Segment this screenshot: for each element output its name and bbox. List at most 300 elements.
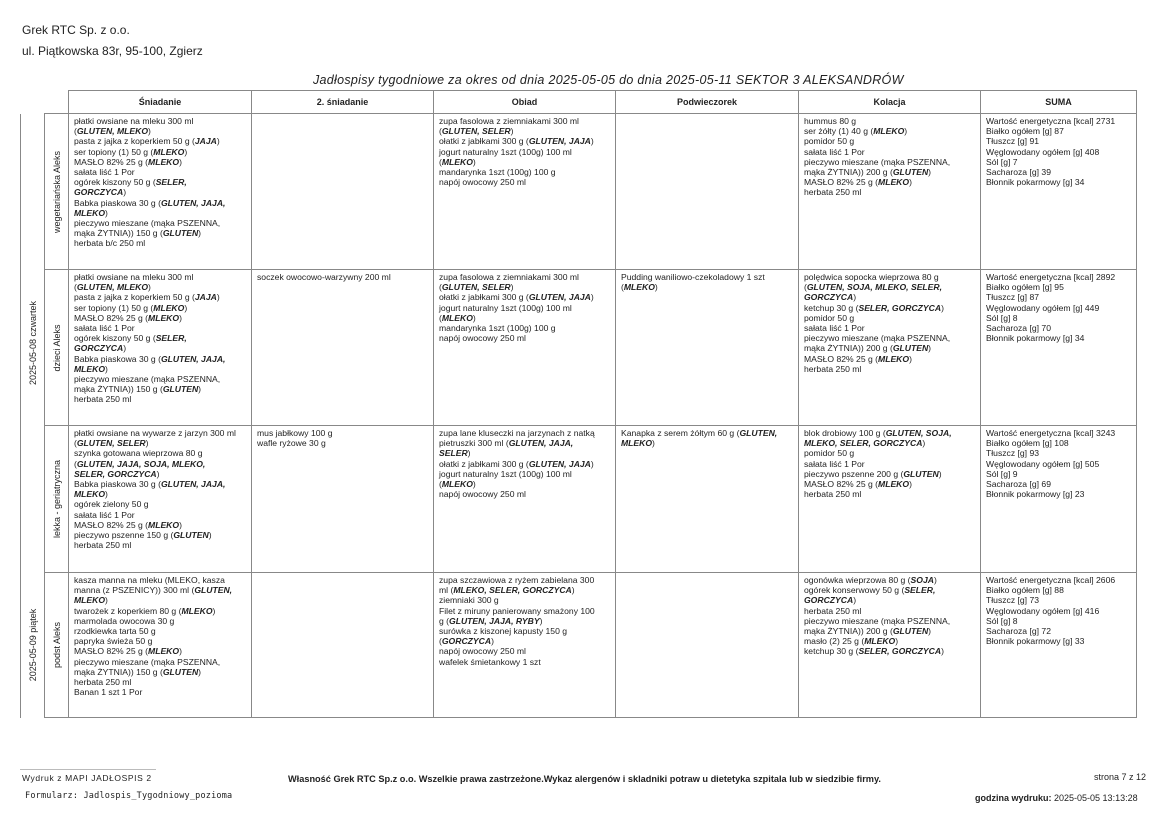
menu-line — [986, 469, 1132, 479]
allergen-text: MLEKO — [181, 605, 213, 616]
menu-line — [74, 616, 247, 626]
dish-text: płatki owsiane na mleku 300 ml — [74, 272, 194, 282]
dish-text: ) — [510, 126, 514, 137]
allergen-text: GLUTEN, SOJA, MLEKO, SELER, — [806, 282, 942, 293]
menu-line — [804, 303, 976, 313]
dish-text: MASŁO 82% 25 g ( — [74, 312, 149, 323]
menu-line — [986, 303, 1132, 313]
menu-line — [74, 136, 247, 146]
cell-sniadanie — [69, 573, 252, 718]
allergen-text: MLEKO — [623, 282, 655, 293]
dish-text: ) — [895, 636, 899, 647]
allergen-text: GORCZYCA — [441, 636, 492, 647]
menu-line — [74, 147, 247, 157]
allergen-text: MLEKO, SELER, GORCZYCA — [453, 585, 572, 596]
allergen-text: SELER, — [155, 177, 187, 188]
menu-line — [439, 606, 611, 616]
dish-text: ) — [179, 312, 182, 323]
dish-text: ser topiony (1) 50 g ( — [74, 146, 154, 157]
menu-line — [439, 147, 611, 157]
dish-text: manna (z PSZENICY)) 300 ml ( — [74, 585, 195, 596]
dish-text: ) — [909, 479, 912, 490]
menu-line — [74, 282, 247, 292]
dish-text: g ( — [439, 615, 450, 626]
dish-text: Sacharoza [g] 70 — [986, 323, 1051, 334]
menu-line — [74, 126, 247, 136]
dish-text: kasza manna na mleku (MLEKO, kasza — [74, 575, 225, 585]
dish-text: płatki owsiane na wywarze z jarzyn 300 ml — [74, 428, 236, 438]
allergen-text: MLEKO — [148, 646, 180, 657]
menu-line — [439, 575, 611, 585]
menu-line — [74, 636, 247, 646]
menu-line — [74, 374, 247, 384]
dish-text: Wartość energetyczna [kcal] 2892 — [986, 272, 1116, 282]
diet-cell — [45, 270, 69, 426]
allergen-text: MLEKO — [153, 146, 185, 157]
dish-text: herbata 250 ml — [74, 540, 132, 551]
dish-text: pieczywo mieszane (mąka PSZENNA, — [74, 656, 221, 667]
menu-line — [74, 177, 247, 187]
cell-suma — [981, 426, 1137, 573]
dish-text: pieczywo mieszane (mąka PSZENNA, — [804, 156, 951, 167]
dish-text: soczek owocowo-warzywny 200 ml — [257, 272, 391, 282]
dish-text: ) — [933, 575, 937, 585]
menu-line — [621, 438, 794, 448]
print-time — [975, 793, 1138, 803]
dish-text: napój owocowy 250 ml — [439, 489, 526, 500]
page-number: strona 7 z 12 — [1094, 772, 1147, 782]
dish-text: MASŁO 82% 25 g ( — [804, 353, 879, 364]
dish-text: pomidor 50 g — [804, 312, 855, 323]
dish-text: ) — [928, 626, 932, 637]
menu-line — [74, 333, 247, 343]
dish-text: napój owocowy 250 ml — [439, 333, 526, 344]
dish-text: ser żółty (1) 40 g ( — [804, 126, 874, 137]
dish-text: mąka ŻYTNIA)) 200 g ( — [804, 626, 893, 637]
dish-text: ( — [621, 282, 624, 293]
dish-text: ogórek konserwowy 50 g ( — [804, 585, 905, 596]
dish-text: mandarynka 1szt (100g) 100 g — [439, 323, 556, 334]
dish-text: Wartość energetyczna [kcal] 2731 — [986, 116, 1116, 126]
dish-text: Węglowodany ogółem [g] 416 — [986, 605, 1100, 616]
menu-line — [74, 667, 247, 677]
col-header-suma: SUMA — [981, 91, 1137, 114]
dish-text: ) — [216, 136, 220, 147]
dish-text: ) — [909, 353, 912, 364]
menu-line — [74, 198, 247, 208]
dish-text: sałata liść 1 Por — [74, 509, 135, 520]
dish-text: Wartość energetyczna [kcal] 3243 — [986, 428, 1116, 438]
cell-obiad — [434, 114, 616, 270]
menu-line — [74, 469, 247, 479]
menu-line — [74, 116, 247, 126]
print-time-value: 2025-05-05 13:13:28 — [1054, 793, 1138, 803]
dish-text: Błonnik pokarmowy [g] 33 — [986, 636, 1085, 647]
allergen-text: GLUTEN, JAJA, SOJA, MLEKO, — [76, 458, 206, 469]
dish-text: ketchup 30 g ( — [804, 646, 859, 657]
menu-line — [439, 636, 611, 646]
allergen-text: GORCZYCA — [74, 187, 124, 198]
dish-text: Babka piaskowa 30 g ( — [74, 479, 161, 490]
allergen-text: MLEKO — [148, 519, 180, 530]
menu-row — [21, 426, 1137, 573]
dish-text: papryka świeża 50 g — [74, 636, 153, 647]
menu-line — [74, 677, 247, 687]
dish-text: mus jabłkowy 100 g — [257, 428, 333, 438]
menu-line — [804, 469, 976, 479]
allergen-text: MLEKO — [441, 156, 473, 167]
menu-line — [74, 428, 247, 438]
menu-line — [804, 438, 976, 448]
menu-line — [804, 136, 976, 146]
dish-text: herbata 250 ml — [804, 489, 862, 500]
menu-line — [74, 626, 247, 636]
dish-text: ołatki z jabłkami 300 g ( — [439, 136, 529, 147]
menu-line — [986, 595, 1132, 605]
menu-line — [74, 157, 247, 167]
dish-text: ( — [74, 126, 77, 137]
menu-line — [439, 313, 611, 323]
footer-form-name: Formularz: Jadlospis_Tygodniowy_pozioma — [25, 791, 233, 801]
diet-label: lekka - geriatryczna — [51, 459, 62, 539]
dish-text: ) — [208, 530, 212, 541]
dish-text: ) — [922, 438, 926, 449]
menu-line — [986, 626, 1132, 636]
menu-line — [804, 479, 976, 489]
allergen-text: GLUTEN, SELER — [441, 126, 511, 137]
dish-text: Sól [g] 8 — [986, 615, 1018, 626]
menu-line — [804, 364, 976, 374]
dish-text: ketchup 30 g ( — [804, 302, 859, 313]
dish-text: masło (2) 25 g ( — [804, 636, 865, 647]
menu-line — [439, 157, 611, 167]
dish-text: Filet z miruny panierowany smażony 100 — [439, 605, 595, 616]
menu-line — [439, 448, 611, 458]
menu-line — [804, 313, 976, 323]
dish-text: pieczywo pszenne 150 g ( — [74, 530, 174, 541]
menu-line — [74, 292, 247, 302]
dish-text: ) — [928, 167, 932, 178]
dish-text: ) — [539, 615, 543, 626]
dish-text: ołatki z jabłkami 300 g ( — [439, 292, 529, 303]
menu-line — [439, 657, 611, 667]
dish-text: mąka ŻYTNIA)) 150 g ( — [74, 228, 163, 239]
dish-text: pieczywo mieszane (mąka PSZENNA, — [74, 374, 221, 385]
dish-text: ) — [941, 302, 944, 313]
menu-line — [74, 438, 247, 448]
allergen-text: SELER — [439, 448, 468, 459]
allergen-text: GLUTEN, JAJA, — [160, 197, 226, 208]
dish-text: twarożek z koperkiem 80 g ( — [74, 605, 182, 616]
allergen-text: GLUTEN, SELER — [76, 438, 146, 449]
dish-text: ) — [145, 438, 149, 449]
menu-line — [257, 438, 429, 448]
allergen-text: MLEKO — [441, 479, 473, 490]
dish-text: Tłuszcz [g] 91 — [986, 136, 1040, 147]
menu-line — [804, 626, 976, 636]
menu-line — [439, 428, 611, 438]
menu-line — [804, 282, 976, 292]
menu-line — [439, 616, 611, 626]
allergen-text: GLUTEN, MLEKO — [76, 282, 149, 293]
print-time-label: godzina wydruku: — [975, 793, 1052, 803]
allergen-text: MLEKO — [74, 489, 106, 500]
dish-text: ) — [928, 343, 932, 354]
footer-app-name: Wydruk z MAPI JADŁOSPIS 2 — [22, 773, 152, 783]
dish-text: MASŁO 82% 25 g ( — [804, 177, 879, 188]
cell-2-sniadanie — [252, 426, 434, 573]
dish-text: napój owocowy 250 ml — [439, 177, 526, 188]
diet-label: dzieci Aleks — [51, 323, 62, 372]
menu-line — [804, 343, 976, 353]
dish-text: ( — [439, 282, 442, 293]
dish-text: pomidor 50 g — [804, 448, 855, 459]
dish-text: napój owocowy 250 ml — [439, 646, 526, 657]
allergen-text: MLEKO — [148, 156, 180, 167]
menu-line — [74, 489, 247, 499]
menu-line — [439, 459, 611, 469]
menu-line — [439, 489, 611, 499]
dish-text: mandarynka 1szt (100g) 100 g — [439, 167, 556, 178]
dish-text: ( — [804, 282, 807, 293]
allergen-text: SELER, GORCZYCA — [858, 646, 942, 657]
dish-text: Sól [g] 7 — [986, 156, 1018, 167]
dish-text: ) — [198, 384, 202, 395]
dish-text: Tłuszcz [g] 87 — [986, 292, 1040, 303]
dish-text: ) — [904, 126, 908, 137]
dish-text: ) — [941, 646, 944, 657]
menu-line — [986, 489, 1132, 499]
allergen-text: SELER, — [155, 333, 187, 344]
dish-text: Banan 1 szt 1 Por — [74, 687, 143, 698]
dish-text: ogonówka wieprzowa 80 g ( — [804, 575, 911, 585]
menu-line — [986, 126, 1132, 136]
menu-line — [804, 157, 976, 167]
cell-2-sniadanie — [252, 573, 434, 718]
allergen-text: GLUTEN, MLEKO — [76, 126, 149, 137]
menu-line — [439, 333, 611, 343]
dish-text: pietruszki 300 ml ( — [439, 438, 509, 449]
dish-text: ) — [212, 605, 216, 616]
menu-line — [804, 167, 976, 177]
dish-text: herbata 250 ml — [74, 677, 132, 688]
allergen-text: MLEKO — [74, 207, 106, 218]
dish-text: zupa szczawiowa z ryżem zabielana 300 — [439, 575, 595, 585]
col-header-2-sniadanie: 2. śniadanie — [252, 91, 434, 114]
dish-text: ) — [510, 282, 514, 293]
dish-text: pomidor 50 g — [804, 136, 855, 147]
allergen-text: GLUTEN — [173, 530, 209, 541]
cell-sniadanie — [69, 426, 252, 573]
menu-line — [74, 479, 247, 489]
menu-line — [74, 575, 247, 585]
menu-line — [439, 136, 611, 146]
diet-cell — [45, 114, 69, 270]
dish-text: pieczywo mieszane (mąka PSZENNA, — [804, 615, 951, 626]
allergen-text: MLEKO — [878, 177, 910, 188]
dish-text: ) — [148, 282, 151, 293]
diet-cell — [45, 573, 69, 718]
dish-text: pasta z jajka z koperkiem 50 g ( — [74, 136, 195, 147]
menu-line — [74, 510, 247, 520]
dish-text: blok drobiowy 100 g ( — [804, 428, 886, 438]
menu-line — [74, 167, 247, 177]
menu-line — [74, 606, 247, 616]
menu-line — [804, 595, 976, 605]
dish-text: Węglowodany ogółem [g] 408 — [986, 146, 1100, 157]
dish-text: ( — [439, 156, 442, 167]
dish-text: MASŁO 82% 25 g ( — [804, 479, 879, 490]
dish-text: Kanapka z serem żółtym 60 g ( — [621, 428, 740, 438]
dish-text: ogórek kiszony 50 g ( — [74, 177, 156, 188]
menu-line — [439, 438, 611, 448]
cell-kolacja — [799, 114, 981, 270]
menu-line — [804, 616, 976, 626]
allergen-text: GLUTEN — [162, 666, 199, 677]
cell-obiad — [434, 270, 616, 426]
allergen-text: MLEKO — [878, 479, 910, 490]
diet-label: wegetariańska Aleks — [51, 150, 62, 233]
dish-text: Błonnik pokarmowy [g] 23 — [986, 489, 1085, 500]
menu-line — [439, 177, 611, 187]
menu-line — [74, 364, 247, 374]
dish-text: marmolada owocowa 30 g — [74, 615, 175, 626]
dish-text: sałata liść 1 Por — [804, 146, 865, 157]
menu-line — [804, 292, 976, 302]
dish-text: MASŁO 82% 25 g ( — [74, 646, 149, 657]
cell-2-sniadanie — [252, 114, 434, 270]
dish-text: Sól [g] 9 — [986, 468, 1018, 479]
dish-text: polędwica sopocka wieprzowa 80 g — [804, 272, 939, 282]
allergen-text: GLUTEN — [892, 626, 929, 637]
allergen-text: SELER, GORCZYCA — [74, 468, 157, 479]
allergen-text: GLUTEN, JAJA — [528, 136, 591, 147]
dish-text: ) — [184, 146, 188, 157]
allergen-text: MLEKO, SELER, GORCZYCA — [804, 438, 923, 449]
footer-ownership-notice: Własność Grek RTC Sp.z o.o. Wszelkie prawa zastrzeżone.Wykaz alergenów i skladniki potraw u dietetyka szpitala lub w siedzibie firmy. — [288, 774, 881, 784]
allergen-text: MLEKO — [153, 302, 185, 313]
allergen-text: GLUTEN, JAJA, — [508, 438, 574, 449]
menu-line — [439, 585, 611, 595]
allergen-text: MLEKO — [878, 353, 910, 364]
dish-text: Wartość energetyczna [kcal] 2606 — [986, 575, 1116, 585]
dish-text: ) — [938, 468, 942, 479]
allergen-text: GLUTEN, JAJA, RYBY — [449, 615, 540, 626]
menu-line — [986, 616, 1132, 626]
dish-text: sałata liść 1 Por — [804, 323, 865, 334]
dish-text: wafle ryżowe 30 g — [257, 438, 326, 449]
dish-text: herbata 250 ml — [804, 187, 862, 198]
menu-line — [804, 428, 976, 438]
dish-text: ( — [74, 282, 77, 293]
cell-sniadanie — [69, 114, 252, 270]
cell-suma — [981, 573, 1137, 718]
menu-line — [439, 323, 611, 333]
menu-line — [74, 354, 247, 364]
menu-line — [74, 228, 247, 238]
dish-text: ) — [123, 343, 127, 354]
dish-text: Tłuszcz [g] 73 — [986, 595, 1040, 606]
menu-line — [804, 147, 976, 157]
menu-line — [439, 167, 611, 177]
menu-line — [986, 575, 1132, 585]
allergen-text: SELER, GORCZYCA — [858, 302, 942, 313]
menu-line — [74, 313, 247, 323]
dish-text: ) — [472, 312, 476, 323]
menu-line — [804, 187, 976, 197]
dish-text: herbata 250 ml — [74, 394, 132, 405]
dish-text: ( — [439, 126, 442, 137]
menu-line — [439, 626, 611, 636]
menu-line — [439, 303, 611, 313]
diet-cell — [45, 426, 69, 573]
menu-line — [74, 657, 247, 667]
dish-text: ser topiony (1) 50 g ( — [74, 302, 154, 313]
dish-text: Sól [g] 8 — [986, 312, 1018, 323]
allergen-text: GLUTEN, JAJA — [528, 458, 591, 469]
menu-line — [74, 238, 247, 248]
menu-line — [257, 272, 429, 282]
dish-text: mąka ŻYTNIA)) 200 g ( — [804, 167, 893, 178]
dish-text: ) — [909, 177, 912, 188]
company-address: ul. Piątkowska 83r, 95-100, Zgierz — [22, 44, 203, 58]
dish-text: ) — [491, 636, 494, 647]
dish-text: zupa lane kluseczki na jarzynach z natką — [439, 428, 595, 438]
menu-line — [74, 595, 247, 605]
menu-line — [986, 177, 1132, 187]
dish-text: Białko ogółem [g] 88 — [986, 585, 1064, 596]
dish-text: sałata liść 1 Por — [74, 167, 135, 178]
dish-text: Białko ogółem [g] 87 — [986, 126, 1064, 137]
dish-text: Babka piaskowa 30 g ( — [74, 197, 161, 208]
menu-line — [986, 479, 1132, 489]
day-cell — [21, 573, 45, 718]
day-label: 2025-05-09 piątek — [27, 608, 38, 682]
menu-line — [986, 606, 1132, 616]
menu-line — [986, 323, 1132, 333]
dish-text: ( — [74, 458, 77, 469]
menu-line — [439, 646, 611, 656]
allergen-text: GORCZYCA — [74, 343, 124, 354]
cell-suma — [981, 270, 1137, 426]
cell-podwieczorek — [616, 114, 799, 270]
allergen-text: JAJA — [194, 136, 217, 147]
dish-text: ) — [571, 585, 575, 596]
dish-text: ogórek kiszony 50 g ( — [74, 333, 156, 344]
menu-line — [74, 343, 247, 353]
menu-line — [439, 116, 611, 126]
menu-line — [74, 384, 247, 394]
allergen-text: JAJA — [194, 292, 217, 303]
dish-text: płatki owsiane na mleku 300 ml — [74, 116, 194, 126]
cell-kolacja — [799, 573, 981, 718]
dish-text: herbata 250 ml — [804, 605, 862, 616]
menu-line — [74, 646, 247, 656]
cell-podwieczorek — [616, 426, 799, 573]
allergen-text: GLUTEN — [162, 228, 199, 239]
dish-text: ) — [652, 438, 655, 449]
cell-podwieczorek — [616, 270, 799, 426]
dish-text: pieczywo mieszane (mąka PSZENNA, — [804, 333, 951, 344]
dish-text: hummus 80 g — [804, 116, 857, 126]
menu-line — [804, 575, 976, 585]
allergen-text: GLUTEN, — [194, 585, 233, 596]
menu-row — [21, 270, 1137, 426]
dish-text: ml ( — [439, 585, 454, 596]
dish-text: pieczywo mieszane (mąka PSZENNA, — [74, 218, 221, 229]
col-header-podwieczorek: Podwieczorek — [616, 91, 799, 114]
menu-line — [804, 489, 976, 499]
